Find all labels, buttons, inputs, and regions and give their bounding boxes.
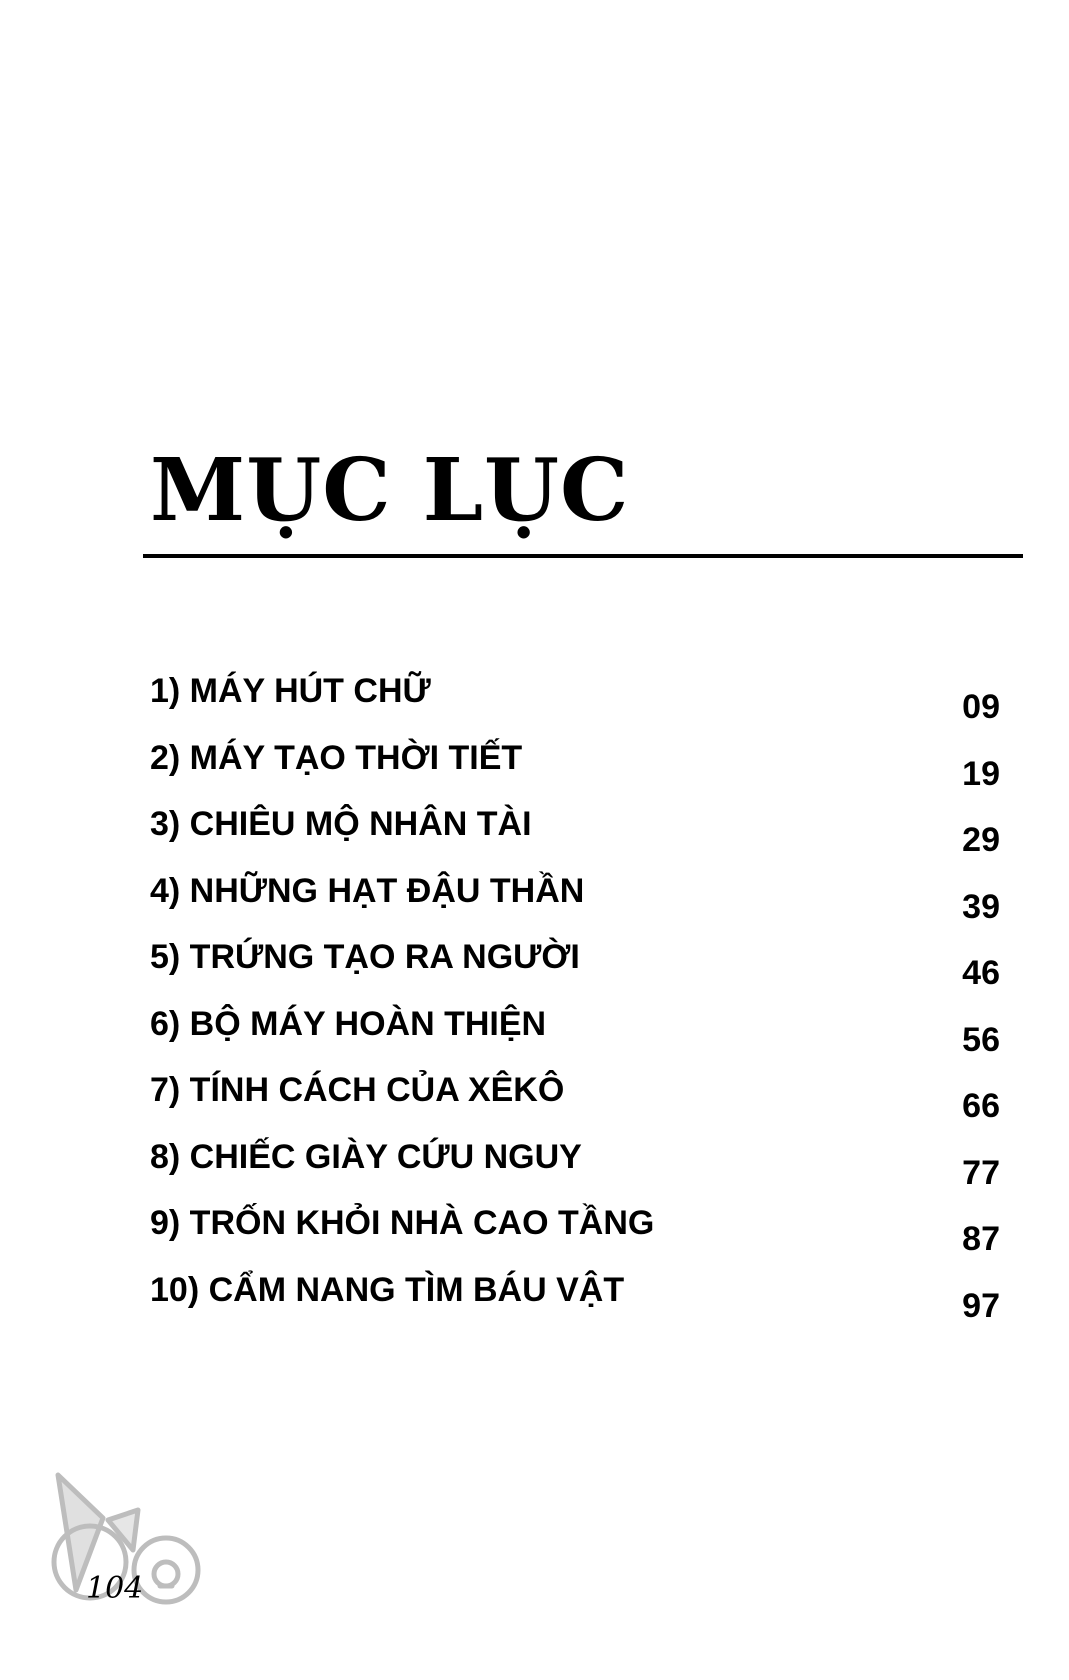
toc-chapter-title: 2) MÁY TẠO THỜI TIẾT	[150, 738, 523, 777]
toc-page-number: 09	[962, 688, 1000, 726]
toc-page-number: 39	[962, 887, 1000, 926]
toc-chapter-title: 5) TRỨNG TẠO RA NGƯỜI	[150, 938, 580, 976]
toc-chapter-title: 3) CHIÊU MỘ NHÂN TÀI	[150, 805, 532, 843]
toc-entry	[150, 672, 1000, 739]
toc-chapter-title: 10) CẨM NANG TÌM BÁU VẬT	[150, 1270, 625, 1309]
toc-page-number: 77	[962, 1153, 1000, 1192]
toc-entry	[150, 805, 1000, 872]
toc-list	[150, 672, 1000, 1337]
toc-entry	[150, 739, 1000, 806]
toc-chapter-title: 9) TRỐN KHỎI NHÀ CAO TẦNG	[150, 1204, 655, 1242]
toc-page-number: 66	[962, 1087, 1000, 1125]
toc-page-number: 29	[962, 821, 1000, 859]
toc-chapter-title: 8) CHIẾC GIÀY CỨU NGUY	[150, 1137, 582, 1176]
toc-entry	[150, 1271, 1000, 1338]
toc-page-number: 19	[962, 754, 1000, 793]
toc-entry	[150, 1138, 1000, 1205]
toc-entry	[150, 1005, 1000, 1072]
toc-page-number: 87	[962, 1220, 1000, 1258]
toc-chapter-title: 6) BỘ MÁY HOÀN THIỆN	[150, 1004, 547, 1043]
toc-page-number: 56	[962, 1020, 1000, 1059]
toc-chapter-title: 4) NHỮNG HẠT ĐẬU THẦN	[150, 871, 585, 910]
toc-page-number: 97	[962, 1286, 1000, 1325]
toc-entry	[150, 1071, 1000, 1138]
title-divider	[143, 554, 1023, 558]
toc-chapter-title: 1) MÁY HÚT CHỮ	[150, 672, 431, 710]
toc-chapter-title: 7) TÍNH CÁCH CỦA XÊKÔ	[150, 1071, 565, 1109]
page-number: 104	[86, 1571, 144, 1606]
toc-entry	[150, 1204, 1000, 1271]
toc-entry	[150, 938, 1000, 1005]
toc-title: MỤC LỤC	[150, 440, 630, 541]
toc-entry	[150, 872, 1000, 939]
toc-page-number: 46	[962, 954, 1000, 992]
